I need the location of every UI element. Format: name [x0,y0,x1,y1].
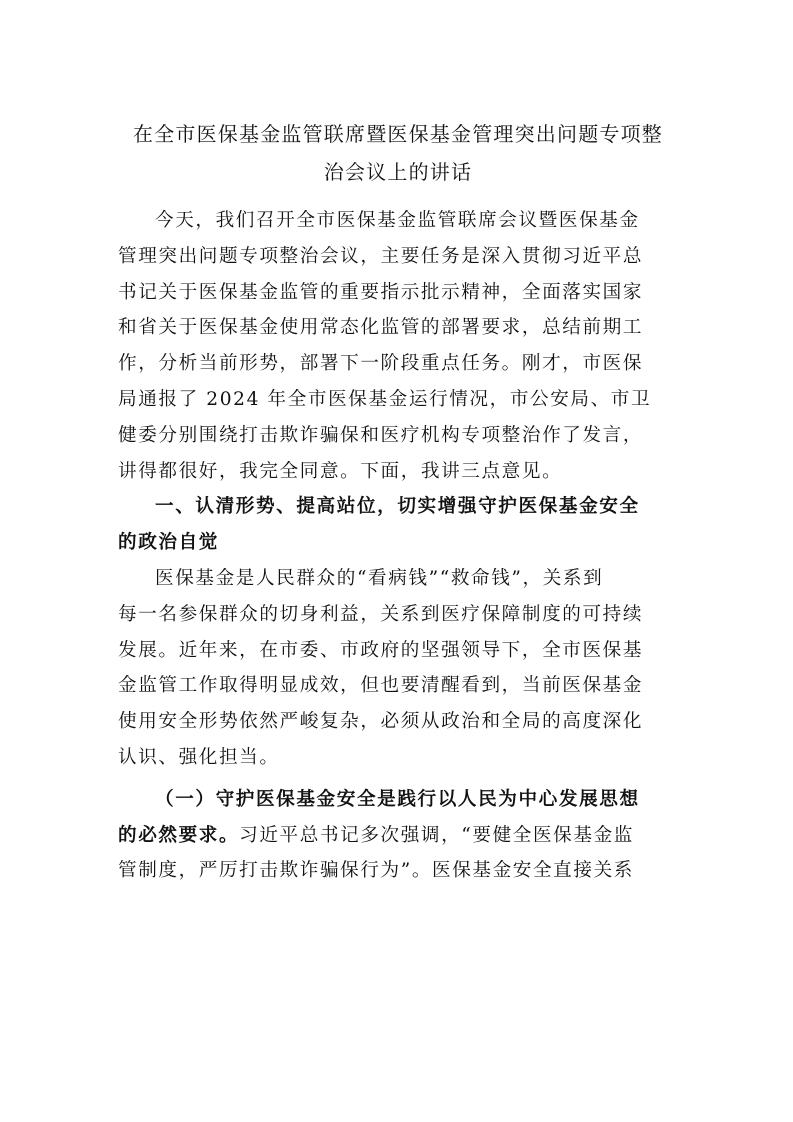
title-line: 治会议上的讲话 [323,160,473,184]
document-page [118,115,678,889]
text-line: 金监管工作取得明显成效，但也要清醒看到，当前医保基金 [118,675,644,697]
document-title [118,115,678,191]
subsection1-paragraph [118,782,678,889]
text-line: 使用安全形势依然严峻复杂，必须从政治和全局的高度深化 [118,711,644,733]
heading-line: 的政治自觉 [118,532,219,554]
section1-paragraph [118,561,678,776]
text-line: 认识、强化担当。 [118,746,280,768]
text-line: 作，分析当前形势，部署下一阶段重点任务。刚才，市医保 [118,353,644,375]
text-line: 医保基金是人民群众的“看病钱”“救命钱”，关系到 [155,567,604,589]
heading-line: 一、认清形势、提高站位，切实增强守护医保基金安全 [155,496,640,518]
section-heading-1 [118,489,678,561]
text-line: 健委分别围绕打击欺诈骗保和医疗机构专项整治作了发言， [118,424,644,446]
text-line [118,818,678,854]
subsection-heading-end: 的必然要求。 [118,824,240,846]
text-line: 局通报了 2024 年全市医保基金运行情况，市公安局、市卫 [118,388,652,410]
text-line: 管理突出问题专项整治会议，主要任务是深入贯彻习近平总 [118,245,644,267]
title-line: 在全市医保基金监管联席暨医保基金管理突出问题专项整 [133,122,663,146]
intro-paragraph [118,203,678,489]
text-line: 今天，我们召开全市医保基金监管联席会议暨医保基金 [155,210,640,231]
subsection-heading-line: （一）守护医保基金安全是践行以人民为中心发展思想 [155,788,640,810]
text-line: 每一名参保群众的切身利益，关系到医疗保障制度的可持续 [118,603,644,625]
text-line: 发展。近年来，在市委、市政府的坚强领导下，全市医保基 [118,639,644,661]
text-line: 管制度，严厉打击欺诈骗保行为”。医保基金安全直接关系 [118,860,634,882]
text-line: 和省关于医保基金使用常态化监管的部署要求，总结前期工 [118,317,644,339]
text-line: 书记关于医保基金监管的重要指示批示精神，全面落实国家 [118,281,644,303]
subsection-text: 习近平总书记多次强调，“要健全医保基金监 [239,824,634,846]
text-line: 讲得都很好，我完全同意。下面，我讲三点意见。 [118,460,563,482]
